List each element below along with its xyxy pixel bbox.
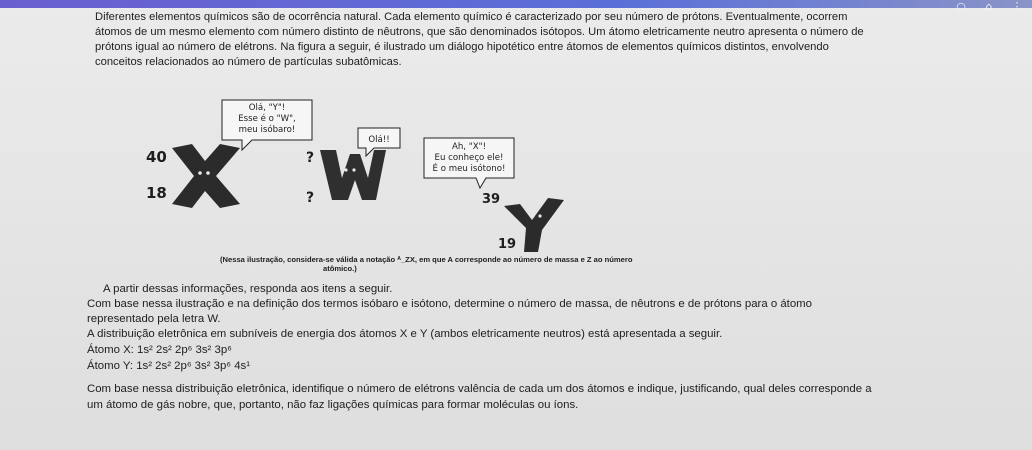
- bubble-x-line: Olá, "Y"!: [248, 103, 286, 113]
- item-b-text: A distribuição eletrônica em subníveis de energia dos átomos X e Y (ambos eletricamente neutros) está apresentada a seguir.: [87, 328, 723, 340]
- atom-x-label: Átomo X:: [87, 344, 134, 356]
- intro-line: prótons igual ao número de elétrons. Na figura a seguir, é ilustrado um diálogo hipotético entre átomos de elementos químicos distintos, envolvendo: [95, 41, 829, 53]
- atoms-illustration: [130, 98, 620, 258]
- figure-caption-line2: atômico.): [323, 264, 357, 273]
- atom-w: [306, 150, 386, 206]
- bubble-y-line: Eu conheço ele!: [434, 153, 504, 163]
- item-c-line1: Com base nessa distribuição eletrônica, identifique o número de elétrons valência de cada um dos átomos e indique, justificando, qual deles corresponde a: [87, 383, 872, 395]
- item-a-line2: representado pela letra W.: [87, 313, 221, 325]
- circle-icon[interactable]: ○: [956, 0, 966, 13]
- intro-line: Diferentes elementos químicos são de ocorrência natural. Cada elemento químico é caracterizado por seu número de prótons. Eventualmente, ocorrem: [95, 11, 848, 23]
- atom-x-row: [87, 343, 232, 358]
- item-c-line2: um átomo de gás nobre, que, portanto, não faz ligações químicas para formar moléculas ou íons.: [87, 399, 579, 411]
- system-icons: [954, 0, 1024, 14]
- atom-x: [146, 144, 240, 208]
- bubble-y-line: É o meu isótono!: [432, 164, 506, 174]
- bubble-x-line: meu isóbaro!: [238, 125, 296, 135]
- items-intro: A partir dessas informações, responda aos itens a seguir.: [103, 283, 393, 295]
- atom-y: [482, 192, 564, 252]
- bubble-y-line: Ah, "X"!: [451, 142, 487, 152]
- bubble-w-text: Olá!!: [368, 135, 390, 145]
- y-atomic-number: 19: [498, 237, 517, 252]
- y-mass-number: 39: [482, 192, 501, 207]
- atom-y-config: 1s² 2s² 2p⁶ 3s² 3p⁶ 4s¹: [136, 360, 251, 372]
- w-mass-number: ?: [306, 150, 315, 166]
- x-mass-number: 40: [146, 148, 167, 166]
- atom-y-row: [87, 359, 250, 374]
- figure-caption-line1: (Nessa ilustração, considera-se válida a notação ᴬ_ZX, em que A corresponde ao número de massa e Z ao número: [220, 255, 633, 264]
- w-atomic-number: ?: [306, 190, 315, 206]
- intro-line: átomos de um mesmo elemento com número distinto de nêutrons, que são denominados isótopos. Um átomo eletricamente neutro apresenta o número de: [95, 26, 864, 38]
- atom-y-label: Átomo Y:: [87, 360, 134, 372]
- x-atomic-number: 18: [146, 184, 167, 202]
- top-bar: [0, 0, 1032, 8]
- more-icon[interactable]: ⋮: [1011, 0, 1023, 13]
- atom-x-config: 1s² 2s² 2p⁶ 3s² 3p⁶: [137, 344, 232, 356]
- bubble-x: [222, 100, 312, 150]
- intro-paragraph: [95, 10, 864, 70]
- intro-line: conceitos relacionados ao número de partículas subatômicas.: [95, 56, 402, 68]
- item-a-line1: Com base nessa ilustração e na definição dos termos isóbaro e isótono, determine o número de massa, de nêutrons e de prótons para o átomo: [87, 298, 812, 310]
- bookmark-icon[interactable]: ⌂: [985, 0, 993, 13]
- bubble-x-line: Esse é o "W",: [238, 114, 296, 124]
- bubble-y: [424, 138, 514, 188]
